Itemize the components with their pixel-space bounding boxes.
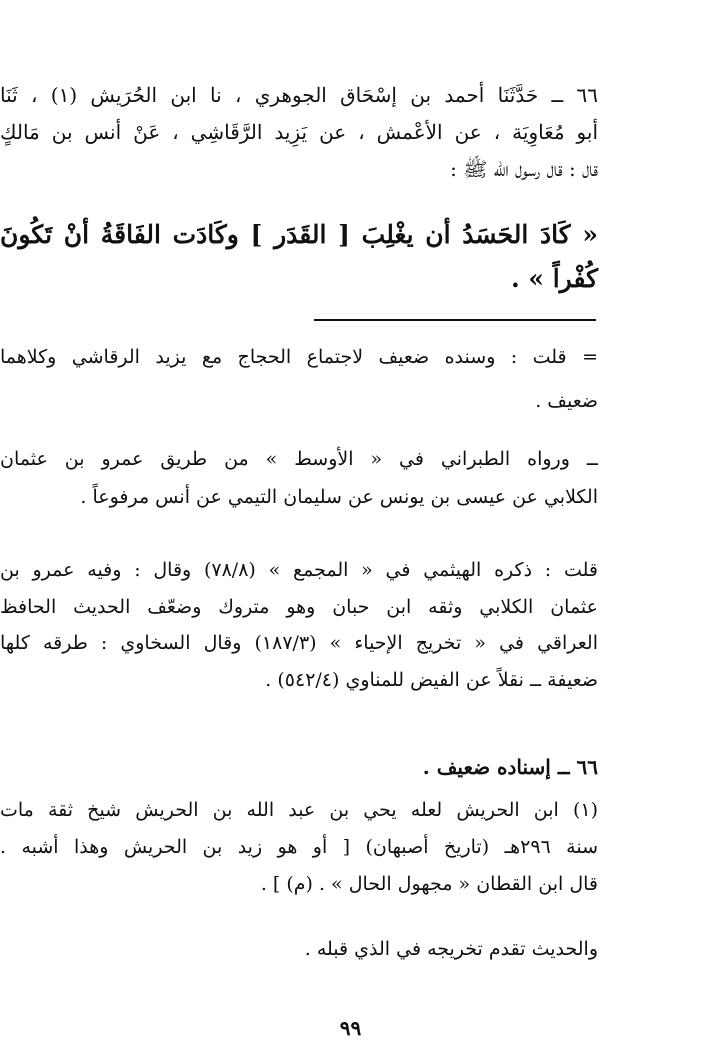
separator-rule <box>314 319 596 321</box>
commentary-1-line-2: ضعيف . <box>535 390 598 412</box>
matn-line-2: كُفْراً » . <box>510 264 598 293</box>
isnad-line-3: قال : قال رسول الله ﷺ : <box>450 157 598 181</box>
commentary-3-line-2: عثمان الكلابي وثقه ابن حبان وهو متروك وضعّف الحديث الحافظ <box>0 596 598 618</box>
commentary-3-line-3: العراقي في « تخريج الإحياء » (١٨٧/٣) وقال السخاوي : طرقه كلها <box>0 632 598 654</box>
matn-line-1: « كَادَ الحَسَدُ أن يغْلِبَ [ القَدَر ] وكَادَت الفَاقَةُ أنْ تَكُونَ <box>0 220 598 249</box>
page-number: ٩٩ <box>339 1016 362 1040</box>
footnote-1-line-1: (١) ابن الحريش لعله يحي بن عبد الله بن الحريش شيخ ثقة مات <box>0 799 598 821</box>
footnote-2: والحديث تقدم تخريجه في الذي قبله . <box>304 938 598 960</box>
isnad-line-2: أبو مُعَاوِيَة ، عن الأعْمش ، عن يَزِيد الرَّقَاشِي ، عَنْ أنس بن مَالكٍ <box>0 120 598 144</box>
commentary-1-line-1: = قلت : وسنده ضعيف لاجتماع الحجاج مع يزيد الرقاشي وكلاهما <box>0 346 598 368</box>
footnote-1-line-3: قال ابن القطان « مجهول الحال » . (م) ] . <box>260 873 598 895</box>
isnad-line-1: ٦٦ ــ حَدَّثَنَا أحمد بن إسْحَاق الجوهري ، نا ابن الحُرَيش (١) ، ثَنَا <box>0 83 599 107</box>
footnote-1-line-2: سنة ٢٩٦هـ (تاريخ أصبهان) [ أو هو زيد بن الحريش وهذا أشبه . <box>0 836 598 858</box>
verdict: ٦٦ ــ إسناده ضعيف . <box>422 755 598 779</box>
commentary-3-line-1: قلت : ذكره الهيثمي في « المجمع » (٧٨/٨) وقال : وفيه عمرو بن <box>0 559 598 581</box>
commentary-3-line-4: ضعيفة ــ نقلاً عن الفيض للمناوي (٥٤٢/٤) . <box>265 669 598 691</box>
commentary-2-line-2: الكلابي عن عيسى بن يونس عن سليمان التيمي عن أنس مرفوعاً . <box>80 486 598 508</box>
commentary-2-line-1: ــ ورواه الطبراني في « الأوسط » من طريق عمرو بن عثمان <box>0 448 598 470</box>
